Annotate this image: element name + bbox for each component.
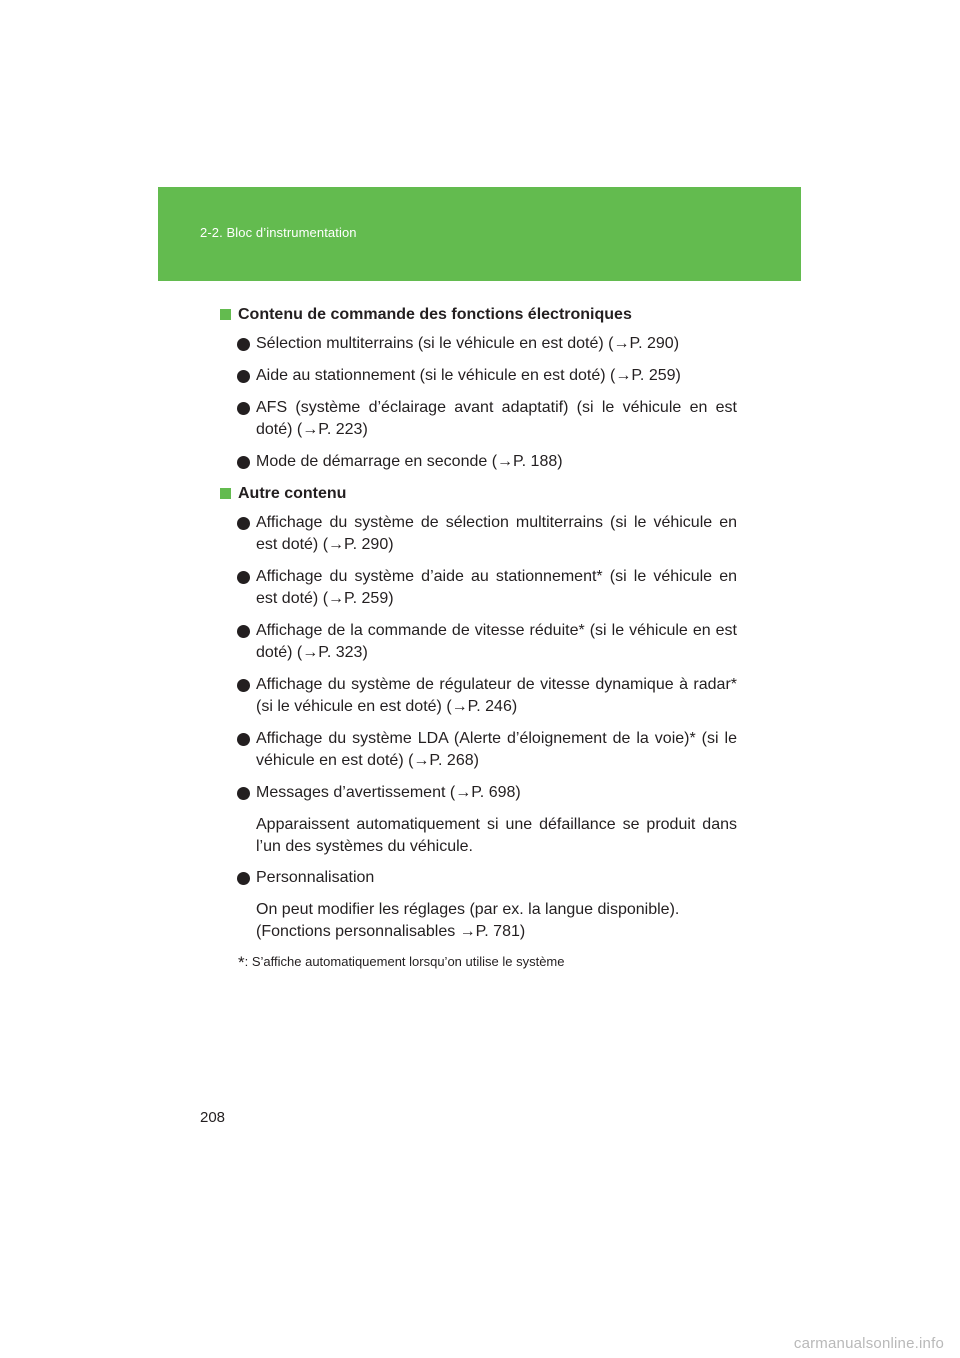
round-bullet-icon xyxy=(237,872,250,885)
footnote-text: : S’affiche automatiquement lorsqu’on utilise le système xyxy=(244,954,565,969)
round-bullet-icon xyxy=(237,338,250,351)
section-title: 2-2. Bloc d’instrumentation xyxy=(200,225,357,240)
list-item: AFS (système d’éclairage avant adaptatif) (si le véhicule en est doté) (→P. 223) xyxy=(220,397,737,441)
warning-messages-note: Apparaissent automatiquement si une défaillance se produit dans l’un des systèmes du véhicule. xyxy=(256,816,737,855)
list-item-personalization: Personnalisation xyxy=(220,867,737,889)
green-square-bullet-icon xyxy=(220,309,231,320)
page-content xyxy=(220,304,737,973)
green-square-bullet-icon xyxy=(220,488,231,499)
list-item: Affichage du système de sélection multiterrains (si le véhicule en est doté) (→P. 290) xyxy=(220,512,737,556)
list-item: Affichage du système d’aide au stationnement* (si le véhicule en est doté) (→P. 259) xyxy=(220,566,737,610)
footnote xyxy=(220,950,737,973)
round-bullet-icon xyxy=(237,402,250,415)
section-header-band xyxy=(158,187,801,281)
list-item: Affichage du système LDA (Alerte d’éloignement de la voie)* (si le véhicule en est doté) (→P. 268) xyxy=(220,728,737,772)
watermark: carmanualsonline.info xyxy=(793,1335,944,1352)
round-bullet-icon xyxy=(237,456,250,469)
round-bullet-icon xyxy=(237,733,250,746)
list-item: Affichage du système de régulateur de vitesse dynamique à radar* (si le véhicule en est doté) (→P. 246) xyxy=(220,674,737,718)
page-number: 208 xyxy=(200,1109,226,1126)
list-item: Sélection multiterrains (si le véhicule en est doté) (→P. 290) xyxy=(220,333,737,355)
personalization-note xyxy=(220,899,737,943)
round-bullet-icon xyxy=(237,517,250,530)
personalization-note-line1: On peut modifier les réglages (par ex. la langue disponible). xyxy=(256,901,680,918)
section-heading-other-content: Autre contenu xyxy=(220,483,737,505)
list-item-warning-messages: Messages d’avertissement (→P. 698) xyxy=(220,782,737,804)
list-item: Aide au stationnement (si le véhicule en est doté) (→P. 259) xyxy=(220,365,737,387)
round-bullet-icon xyxy=(237,679,250,692)
round-bullet-icon xyxy=(237,787,250,800)
list-item: Affichage de la commande de vitesse réduite* (si le véhicule en est doté) (→P. 323) xyxy=(220,620,737,664)
section-heading-electronic-functions: Contenu de commande des fonctions électroniques xyxy=(220,304,737,326)
round-bullet-icon xyxy=(237,571,250,584)
personalization-note-line2: (Fonctions personnalisables →P. 781) xyxy=(256,923,526,940)
list-item: Mode de démarrage en seconde (→P. 188) xyxy=(220,451,737,473)
round-bullet-icon xyxy=(237,370,250,383)
footnote-marker: * xyxy=(238,953,245,972)
round-bullet-icon xyxy=(237,625,250,638)
